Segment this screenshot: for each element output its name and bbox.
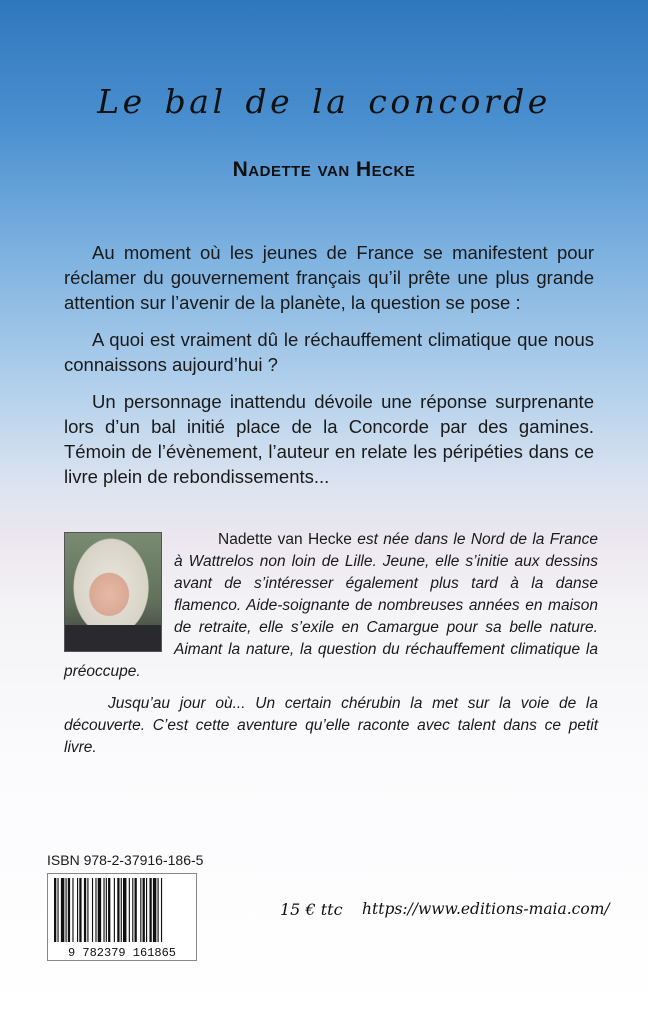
barcode-bar [153,878,156,942]
barcode-bar [92,878,93,942]
barcode-bar [84,878,86,942]
author-bio-paragraph-2: Jusqu’au jour où... Un certain chérubin la met sur la voie de la découverte. C’est cette aventure qu’elle raconte avec talent dans ce petit livre. [64,695,598,756]
barcode-bar [54,878,56,942]
author-bio-name: Nadette van Hecke [218,531,352,548]
barcode-bar [135,878,137,942]
isbn-label: ISBN 978-2-37916-186-5 [47,852,204,868]
barcode-bar [66,878,67,942]
barcode-bar [61,878,64,942]
barcode-bar [106,878,107,942]
barcode-digits: 9 782379 161865 [67,946,177,960]
barcode-bar [117,878,119,942]
barcode-bar [57,878,58,942]
barcode-bar [114,878,115,942]
barcode-bar [72,878,73,942]
publisher-website-link[interactable]: https://www.editions-maia.com/ [362,900,610,918]
summary-section [64,240,594,501]
barcode-bar [143,878,145,942]
barcode-bar [129,878,130,942]
summary-paragraph-2: A quoi est vraiment dû le réchauffement climatique que nous connaissons aujourd’hui ? [64,329,594,375]
price-label: 15 € ttc [280,900,343,919]
barcode-bar [77,878,78,942]
barcode-bar [68,878,70,942]
barcode-bar [149,878,151,942]
summary-paragraph-1: Au moment où les jeunes de France se manifestent pour réclamer du gouvernement français qu’il prête une plus grande attention sur l’avenir de la planète, la question se pose : [64,242,594,313]
barcode-bar [87,878,88,942]
barcode-bar [140,878,141,942]
barcode-bar [158,878,159,942]
barcode-bar [121,878,122,942]
barcode-bar [123,878,126,942]
barcode-bar [132,878,133,942]
book-title: Le bal de la concorde [97,82,551,121]
barcode-bar [108,878,110,942]
barcode-bar [103,878,104,942]
author-bio-section [64,529,598,759]
barcode-bar [79,878,81,942]
author-photo [64,532,162,652]
barcode-bar [95,878,96,942]
book-author: Nadette van Hecke [232,158,416,181]
barcode [47,873,197,961]
barcode-bars [48,874,196,960]
barcode-bar [98,878,101,942]
summary-paragraph-3: Un personnage inattendu dévoile une réponse surprenante lors d’un bal initié place de la Concorde par des gamines. Témoin de l’évènement, l’auteur en relate les péripéties dans ce livre plein de rebondissements... [64,391,594,487]
author-bio-text-1: est née dans le Nord de la France à Wattrelos non loin de Lille. Jeune, elle s’initie aux dessins avant de s’intéresser également plus tard à la danse flamenco. Aide-soignante de nombreuses années en maison de retraite, elle s’exile en Camargue pour sa belle nature. Aimant la nature, la question du réchauffement climatique la préoccupe. [64,531,599,680]
barcode-bar [161,878,162,942]
barcode-bar [146,878,147,942]
